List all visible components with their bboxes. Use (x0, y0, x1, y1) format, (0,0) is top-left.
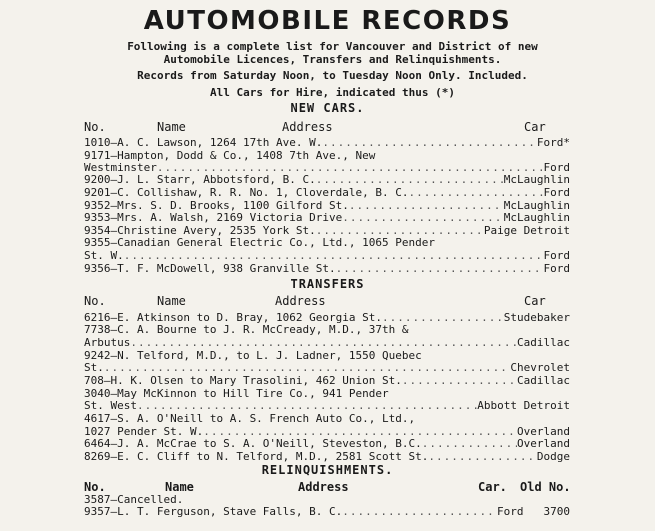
list-item: 9201—C. Collishaw, R. R. No. 1, Cloverdale, B. C. ..... Ford (84, 186, 570, 199)
list-item: 1027 Pender St. W. ..... Overland (84, 425, 570, 438)
list-item: 4617—S. A. O'Neill to A. S. French Auto Co., Ltd., (84, 412, 416, 425)
list-item: 9200—J. L. Starr, Abbotsford, B. C. ..... McLaughlin (84, 173, 570, 186)
new-cars-col-address: Address (282, 120, 333, 134)
relinq-col-name: Name (165, 480, 194, 494)
list-item: 9242—N. Telford, M.D., to L. J. Ladner, 1550 Quebec (84, 349, 422, 362)
list-item: 9352—Mrs. S. D. Brooks, 1100 Gilford St. ..... McLaughlin (84, 199, 570, 212)
relinquishments-heading: RELINQUISHMENTS. (261, 463, 394, 477)
transfers-col-name: Name (157, 294, 186, 308)
relinq-col-address: Address (298, 480, 349, 494)
list-item: Arbutus ..... Cadillac (84, 336, 570, 349)
relinq-col-no: No. (84, 480, 106, 494)
list-item: St. W. ..... Ford (84, 249, 570, 262)
intro-line-1: Following is a complete list for Vancouver and District of new (127, 40, 538, 53)
new-cars-col-name: Name (157, 120, 186, 134)
intro-line-3: Records from Saturday Noon, to Tuesday Noon Only. Included. (137, 69, 528, 82)
transfers-heading: TRANSFERS (290, 277, 365, 291)
page-title: AUTOMOBILE RECORDS (143, 6, 512, 36)
list-item: 9355—Canadian General Electric Co., Ltd., 1065 Pender (84, 236, 435, 249)
list-item: 9353—Mrs. A. Walsh, 2169 Victoria Drive ..... McLaughlin (84, 211, 570, 224)
list-item: 9171—Hampton, Dodd & Co., 1408 7th Ave., New (84, 149, 376, 162)
transfers-col-address: Address (275, 294, 326, 308)
list-item: 9357—L. T. Ferguson, Stave Falls, B. C. ..... Ford 3700 (84, 505, 570, 518)
list-item: 9354—Christine Avery, 2535 York St. ..... Paige Detroit (84, 224, 570, 237)
transfers-col-no: No. (84, 294, 106, 308)
relinq-col-car: Car. (478, 480, 507, 494)
list-item: 3587—Cancelled. (84, 493, 184, 506)
new-cars-col-no: No. (84, 120, 106, 134)
list-item: 6216—E. Atkinson to D. Bray, 1062 Georgia St. ..... Studebaker (84, 311, 570, 324)
list-item: 9356—T. F. McDowell, 938 Granville St. ..... Ford (84, 262, 570, 275)
list-item: 7738—C. A. Bourne to J. R. McCready, M.D., 37th & (84, 323, 409, 336)
transfers-col-car: Car (524, 294, 546, 308)
intro-line-2: Automobile Licences, Transfers and Relinquishments. (163, 53, 502, 66)
list-item: 1010—A. C. Lawson, 1264 17th Ave. W. ..... Ford* (84, 136, 570, 149)
list-item: St. West ..... Abbott Detroit (84, 399, 570, 412)
list-item: Westminster ..... Ford (84, 161, 570, 174)
list-item: 6464—J. A. McCrae to S. A. O'Neill, Steveston, B.C. ..... Overland (84, 437, 570, 450)
relinq-col-old-no: Old No. (520, 480, 571, 494)
list-item: 3040—May McKinnon to Hill Tire Co., 941 Pender (84, 387, 389, 400)
list-item: 708—H. K. Olsen to Mary Trasolini, 462 Union St. ..... Cadillac (84, 374, 570, 387)
intro-line-4: All Cars for Hire, indicated thus (*) (209, 86, 456, 99)
list-item: 8269—E. C. Cliff to N. Telford, M.D., 2581 Scott St. ..... Dodge (84, 450, 570, 463)
list-item: St. ..... Chevrolet (84, 361, 570, 374)
new-cars-heading: NEW CARS. (290, 101, 365, 115)
new-cars-col-car: Car (524, 120, 546, 134)
